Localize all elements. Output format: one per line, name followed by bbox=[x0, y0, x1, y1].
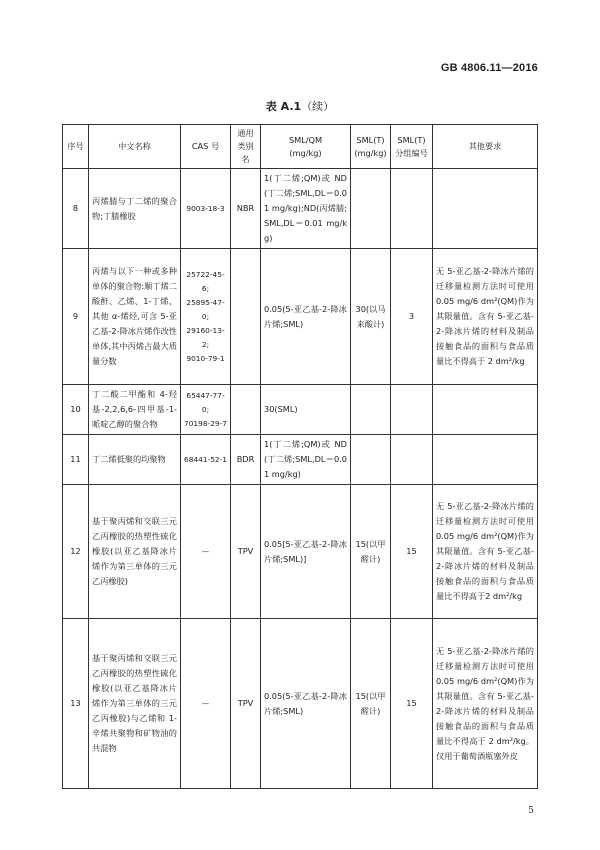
cell-sml-qm: 30(SML) bbox=[261, 385, 351, 435]
cell-other: 无 5-亚乙基-2-降冰片烯的迁移量检测方法时可使用 0.05 mg/6 dm²(QM)作为其限量值。含有 5-亚乙基-2-降冰片烯的材料及制品接触食品的面积与食品质量比不得高于 2 dm²/kg bbox=[433, 249, 538, 385]
cell-sml-qm: 0.05[5-亚乙基-2-降冰片烯;SML)] bbox=[261, 485, 351, 619]
cell-cas: — bbox=[181, 485, 231, 619]
cell-sml-qm: 0.05(5-亚乙基-2-降冰片烯;SML) bbox=[261, 249, 351, 385]
cell-sml-t bbox=[351, 385, 391, 435]
cell-group bbox=[391, 385, 433, 435]
cell-other: 无 5-亚乙基-2-降冰片烯的迁移量检测方法时可使用 0.05 mg/6 dm²(QM)作为其限量值。含有 5-亚乙基-2-降冰片烯的材料及制品接触食品的面积与食品质量比不得高于 2 dm²/kg。仅用于葡萄酒瓶塞外皮 bbox=[433, 619, 538, 789]
table-row bbox=[63, 249, 538, 385]
header-cell: 序号 bbox=[63, 125, 89, 169]
cell-cas: 65447-77-0; 70198-29-7 bbox=[181, 385, 231, 435]
cell-abbr: TPV bbox=[231, 485, 261, 619]
cell-abbr: NBR bbox=[231, 169, 261, 249]
header-cell: 中文名称 bbox=[89, 125, 181, 169]
table-row bbox=[63, 485, 538, 619]
header-cell: 通用类别名 bbox=[231, 125, 261, 169]
cell-abbr: TPV bbox=[231, 619, 261, 789]
cell-abbr bbox=[231, 385, 261, 435]
cell-no: 9 bbox=[63, 249, 89, 385]
standard-code: GB 4806.11—2016 bbox=[440, 62, 538, 74]
cell-no: 10 bbox=[63, 385, 89, 435]
cell-name: 丙烯与以下一种或多种单体的聚合物:顺丁烯二酸酐、乙烯、1-丁烯、其他 α-烯烃,可含 5-亚乙基-2-降冰片烯作改性单体,其中丙烯占最大质量分数 bbox=[89, 249, 181, 385]
additives-table bbox=[62, 124, 538, 789]
cell-name: 基于聚丙烯和交联三元乙丙橡胶的热塑性硫化橡胶(以亚乙基降冰片烯作为第三单体的三元乙丙橡胶) bbox=[89, 485, 181, 619]
cell-cas: — bbox=[181, 619, 231, 789]
table-row bbox=[63, 169, 538, 249]
cell-sml-qm: 0.05(5-亚乙基-2-降冰片烯;SML) bbox=[261, 619, 351, 789]
cell-no: 13 bbox=[63, 619, 89, 789]
table-row bbox=[63, 619, 538, 789]
cell-abbr: BDR bbox=[231, 435, 261, 485]
cell-other bbox=[433, 435, 538, 485]
header-cell: SML(T) (mg/kg) bbox=[351, 125, 391, 169]
table-header-row bbox=[63, 125, 538, 169]
table-title bbox=[0, 98, 600, 114]
cell-cas: 25722-45-6; 25895-47-0; 29160-13-2; 9010-79-1 bbox=[181, 249, 231, 385]
cell-sml-qm: 1(丁二烯;QM)或 ND(丁二烯;SML,DL＝0.01 mg/kg) bbox=[261, 435, 351, 485]
cell-group bbox=[391, 435, 433, 485]
table-row bbox=[63, 385, 538, 435]
cell-name: 基于聚丙烯和交联三元乙丙橡胶的热塑性硫化橡胶(以亚乙基降冰片烯作为第三单体的三元乙丙橡胶)与乙烯和 1-辛烯共聚物和矿物油的共混物 bbox=[89, 619, 181, 789]
cell-cas: 68441-52-1 bbox=[181, 435, 231, 485]
cell-other: 无 5-亚乙基-2-降冰片烯的迁移量检测方法时可使用 0.05 mg/6 dm²(QM)作为其限量值。含有 5-亚乙基-2-降冰片烯的材料及制品接触食品的面积与食品质量比不得高于2 dm²/kg bbox=[433, 485, 538, 619]
header-cell: SML(T) 分组编号 bbox=[391, 125, 433, 169]
cell-sml-t bbox=[351, 169, 391, 249]
cell-sml-t: 15(以甲醛计) bbox=[351, 485, 391, 619]
cell-group bbox=[391, 169, 433, 249]
cell-no: 8 bbox=[63, 169, 89, 249]
header-cell: 其他要求 bbox=[433, 125, 538, 169]
cell-no: 11 bbox=[63, 435, 89, 485]
cell-group: 3 bbox=[391, 249, 433, 385]
cell-abbr bbox=[231, 249, 261, 385]
page-number: 5 bbox=[528, 806, 534, 816]
table-title-suffix: （续） bbox=[301, 100, 335, 113]
cell-sml-t: 15(以甲醛计) bbox=[351, 619, 391, 789]
header-cell: CAS 号 bbox=[181, 125, 231, 169]
table-title-prefix: 表 A.1 bbox=[265, 100, 302, 113]
cell-other bbox=[433, 169, 538, 249]
cell-sml-qm: 1(丁二烯;QM)或 ND(丁二烯;SML,DL＝0.01 mg/kg);ND(丙烯腈;SML,DL＝0.01 mg/kg) bbox=[261, 169, 351, 249]
cell-name: 丙烯腈与丁二烯的聚合物;丁腈橡胶 bbox=[89, 169, 181, 249]
cell-sml-t bbox=[351, 435, 391, 485]
cell-name: 丁二酸二甲酯和 4-羟基-2,2,6,6-四甲基-1-哌啶乙醇的聚合物 bbox=[89, 385, 181, 435]
header-cell: SML/QM (mg/kg) bbox=[261, 125, 351, 169]
cell-sml-t: 30(以马来酸计) bbox=[351, 249, 391, 385]
cell-other bbox=[433, 385, 538, 435]
cell-group: 15 bbox=[391, 619, 433, 789]
table-row bbox=[63, 435, 538, 485]
cell-no: 12 bbox=[63, 485, 89, 619]
cell-name: 丁二烯低聚的均聚物 bbox=[89, 435, 181, 485]
cell-group: 15 bbox=[391, 485, 433, 619]
cell-cas: 9003-18-3 bbox=[181, 169, 231, 249]
